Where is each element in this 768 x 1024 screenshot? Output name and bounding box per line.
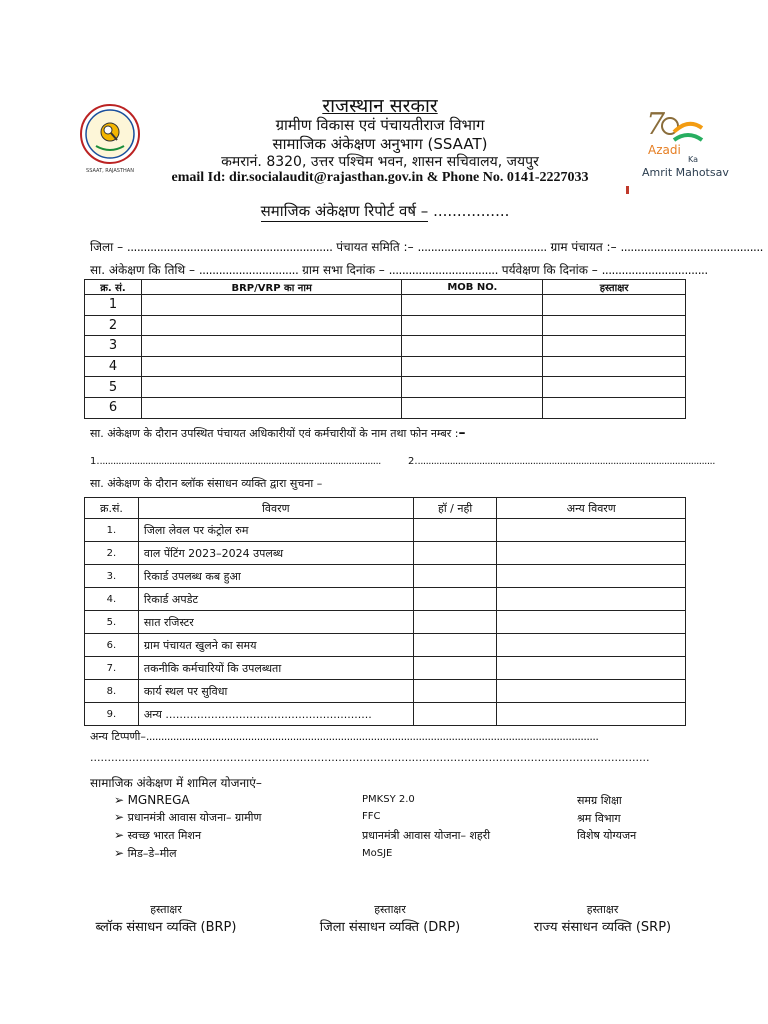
contact-line: email Id: dir.socialaudit@rajasthan.gov.in & Phone No. 0141-2227033 (171, 170, 589, 185)
col-header-signature: हस्ताक्षर (543, 280, 686, 295)
scheme-item: ➢ MGNREGA (114, 793, 190, 807)
gram-sabha-date-field[interactable]: ................................. (388, 263, 498, 277)
table-row: 9. अन्य ........................................................... (85, 703, 686, 726)
col-header-description: विवरण (138, 498, 413, 519)
table-row: 1. जिला लेवल पर कंट्रोल रुम (85, 519, 686, 542)
scheme-item: FFC (362, 811, 381, 822)
govt-title: राजस्थान सरकार (322, 95, 438, 117)
section-title: सामाजिक अंकेक्षण अनुभाग (SSAAT) (272, 135, 488, 153)
arrow-bullet-icon: ➢ (114, 793, 125, 807)
red-mark (626, 186, 629, 194)
block-info-table (84, 497, 686, 726)
scheme-item: प्रधानमंत्री आवास योजना– शहरी (362, 829, 491, 842)
official-1: 1.......................................................................................................... (90, 456, 381, 467)
scheme-item: MoSJE (362, 848, 393, 859)
signature-drp: हस्ताक्षर जिला संसाधन व्यक्ति (DRP) (319, 903, 461, 935)
col-header-mobile: MOB NO. (402, 280, 543, 295)
signature-brp: हस्ताक्षर ब्लॉक संसाधन व्यक्ति (BRP) (95, 903, 237, 935)
scheme-item: ➢ प्रधानमंत्री आवास योजना– ग्रामीण (114, 810, 262, 824)
audit-date-field[interactable]: .............................. (198, 263, 299, 277)
table-row: 6 (85, 397, 686, 418)
officials-title: सा. अंकेक्षण के दौरान उपस्थित पंचायत अधिकारीयों एवं कर्मचारीयों के नाम तथा फोन नम्बर :– (90, 425, 466, 441)
svg-text:Azadi: Azadi (648, 143, 681, 157)
department-title: ग्रामीण विकास एवं पंचायतीराज विभाग (275, 116, 485, 134)
arrow-bullet-icon: ➢ (114, 846, 125, 860)
block-info-title: सा. अंकेक्षण के दौरान ब्लॉक संसाधन व्यक्ति द्वारा सुचना – (90, 477, 323, 490)
svg-text:Amrit Mahotsav: Amrit Mahotsav (642, 166, 729, 179)
col-header-name: BRP/VRP का नाम (141, 280, 402, 295)
table-row: 3. रिकार्ड उपलब्ध कब हुआ (85, 565, 686, 588)
info-row-2: सा. अंकेक्षण कि तिथि – .............................. ग्राम सभा दिनांक – ................................. पर्यवेक्षण कि दिनांक – ................................ (90, 263, 708, 277)
table-row: 6. ग्राम पंचायत खुलने का समय (85, 634, 686, 657)
svg-text:Ka: Ka (688, 155, 699, 164)
report-year-blank[interactable]: ................ (433, 202, 510, 220)
col-header-yes-no: हॉ / नही (413, 498, 497, 519)
brp-vrp-table (84, 279, 686, 419)
svg-text:7: 7 (646, 107, 666, 142)
official-2: 2................................................................................................................ (408, 456, 715, 467)
arrow-bullet-icon: ➢ (114, 828, 125, 842)
table-row: 1 (85, 295, 686, 316)
table-row: 7. तकनीकि कर्मचारियों कि उपलब्धता (85, 657, 686, 680)
table-row: 5 (85, 377, 686, 398)
scheme-item: PMKSY 2.0 (362, 794, 415, 805)
table-row: 2. वाल पेंटिंग 2023–2024 उपलब्ध (85, 542, 686, 565)
table-row: 8. कार्य स्थल पर सुविधा (85, 680, 686, 703)
schemes-title: सामाजिक अंकेक्षण में शामिल योजनाएं– (90, 776, 262, 790)
official-2-field[interactable]: ............................................................................................................... (417, 456, 715, 467)
scheme-item: विशेष योग्यजन (577, 829, 637, 842)
jila-field[interactable]: .............................................................. (126, 240, 333, 254)
col-header-sno: क्र. सं. (85, 280, 142, 295)
azadi-ka-amrit-mahotsav-logo (640, 104, 740, 186)
table-row: 2 (85, 315, 686, 336)
col-header-other-details: अन्य विवरण (497, 498, 686, 519)
remarks-line-2[interactable]: ................................................................................................................................................................ (90, 751, 650, 764)
signature-srp: हस्ताक्षर राज्य संसाधन व्यक्ति (SRP) (533, 903, 672, 935)
remarks: अन्य टिप्पणी–....................................................................................................................................................... (90, 730, 599, 743)
remarks-field[interactable]: ....................................................................................................................................................... (145, 730, 599, 743)
scheme-item: श्रम विभाग (577, 812, 621, 825)
supervision-date-field[interactable]: ................................ (601, 263, 708, 277)
scheme-item: समग्र शिक्षा (577, 794, 622, 807)
address: कमरानं. 8320, उत्तर पश्चिम भवन, शासन सचिवालय, जयपुर (221, 154, 539, 170)
table-row: 5. सात रजिस्टर (85, 611, 686, 634)
official-1-field[interactable]: ......................................................................................................... (99, 456, 381, 467)
samiti-field[interactable]: ....................................... (417, 240, 547, 254)
scheme-item: ➢ स्वच्छ भारत मिशन (114, 828, 202, 842)
report-title: समाजिक अंकेक्षण रिपोर्ट वर्ष – ................ (260, 202, 510, 220)
ssaat-logo (78, 102, 142, 176)
info-row-1: जिला – .............................................................. पंचायत समिति :– ....................................... ग्राम पंचायत :– ........................................... (90, 240, 763, 254)
arrow-bullet-icon: ➢ (114, 810, 125, 824)
table-row: 4. रिकार्ड अपडेट (85, 588, 686, 611)
svg-text:SSAAT, RAJASTHAN: SSAAT, RAJASTHAN (86, 168, 134, 174)
col-header-sno: क्र.सं. (85, 498, 139, 519)
gram-panchayat-field[interactable]: ........................................... (620, 240, 763, 254)
table-row: 4 (85, 356, 686, 377)
scheme-item: ➢ मिड–डे–मील (114, 846, 177, 860)
table-row: 3 (85, 336, 686, 357)
